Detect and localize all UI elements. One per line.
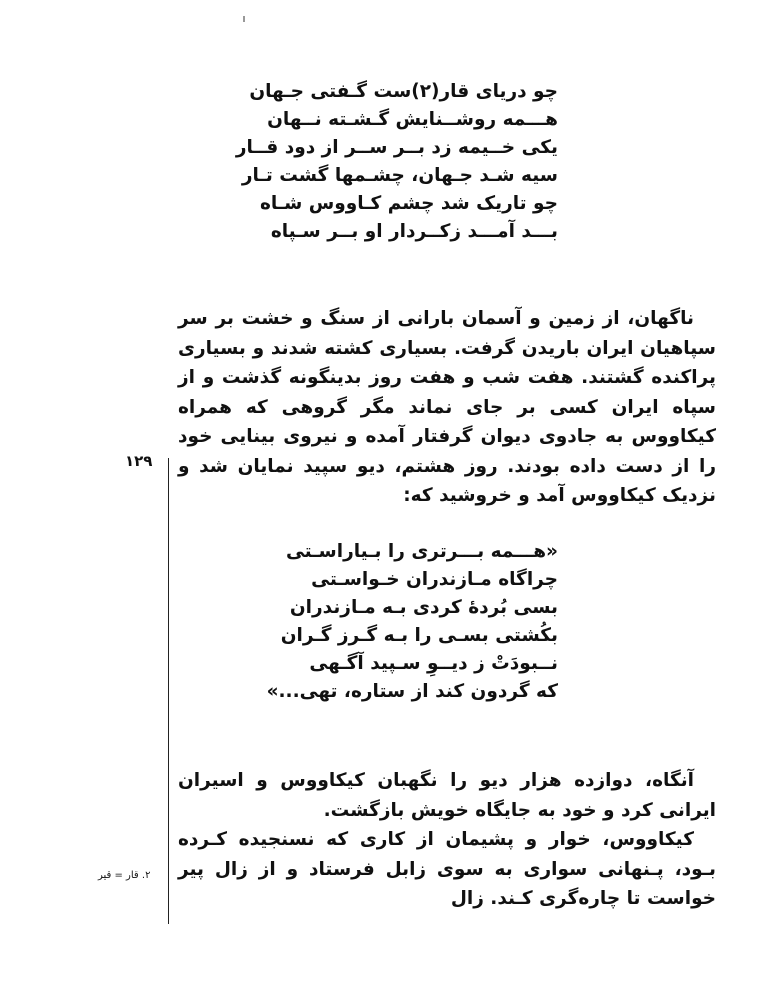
verse-line: بـــد آمـــد زکــردار او بــر سـپاه — [270, 221, 558, 242]
verse-line: بکُشتی بسـی را بـه گـرز گـران — [280, 625, 558, 646]
footnote: ۲. قار = قیر — [98, 870, 151, 881]
verse-line: نــبودَتْ ز دیــوِ سـپید آگـهی — [309, 653, 558, 674]
prose-paragraph-1 — [178, 304, 716, 511]
verse-line: چو تاریک شد چشم کـاووس شـاه — [259, 193, 558, 214]
paragraph: کیکاووس، خوار و پشیمان از کاری که نسنجیده کـرده بـود، پـنهانی سواری به سوی زابل فرستاد و از زال پیر خواست تا چاره‌گری کـند. زال — [178, 829, 716, 909]
prose-paragraph-2 — [178, 766, 716, 914]
margin-rule — [168, 458, 169, 924]
print-mark — [243, 16, 245, 22]
verse-line: چو دریای قار(۲)ست گـفتی جـهان — [249, 81, 558, 102]
paragraph: ناگهان، از زمین و آسمان بارانی از سنگ و خشت بر سر سپاهیان ایران باریدن گرفت. بسیاری کشته شدند و بسیاری پراکنده گشتند. هفت شب و هفت روز بدینگونه گذشت و از سپاه ایران کسی بر جای نماند مگر گروهی که همراه کیکاووس به جادوی دیوان گرفتار آمده و نیروی بینایی خود را از دست داده بودند. روز هشتم، دیو سپید نمایان شد و نزدیک کیکاووس آمد و خروشید که: — [178, 308, 716, 506]
verse-line: هـــمه روشــنایش گـشـته نــهان — [267, 109, 558, 130]
page-number: ۱۲۹ — [125, 452, 153, 470]
verse-line: چراگاه مـازندران خـواسـتی — [311, 569, 558, 590]
verse-line: «هـــمه بـــرتری را بـیاراسـتی — [285, 541, 558, 562]
verse-line: بسی بُردهٔ کردی بـه مـازندران — [289, 597, 558, 618]
verse-line: سیه شـد جـهان، چشـمها گشت تـار — [241, 165, 558, 186]
verse-block-2 — [267, 538, 558, 706]
verse-line: که گردون کند از ستاره، تهی...» — [266, 681, 558, 702]
verse-line: یکی خــیمه زد بــر ســر از دود قــار — [235, 137, 558, 158]
paragraph: آنگاه، دوازده هزار دیو را نگهبان کیکاووس و اسیران ایرانی کرد و خود به جایگاه خویش بازگشت. — [178, 770, 716, 821]
verse-block-1 — [236, 78, 558, 246]
